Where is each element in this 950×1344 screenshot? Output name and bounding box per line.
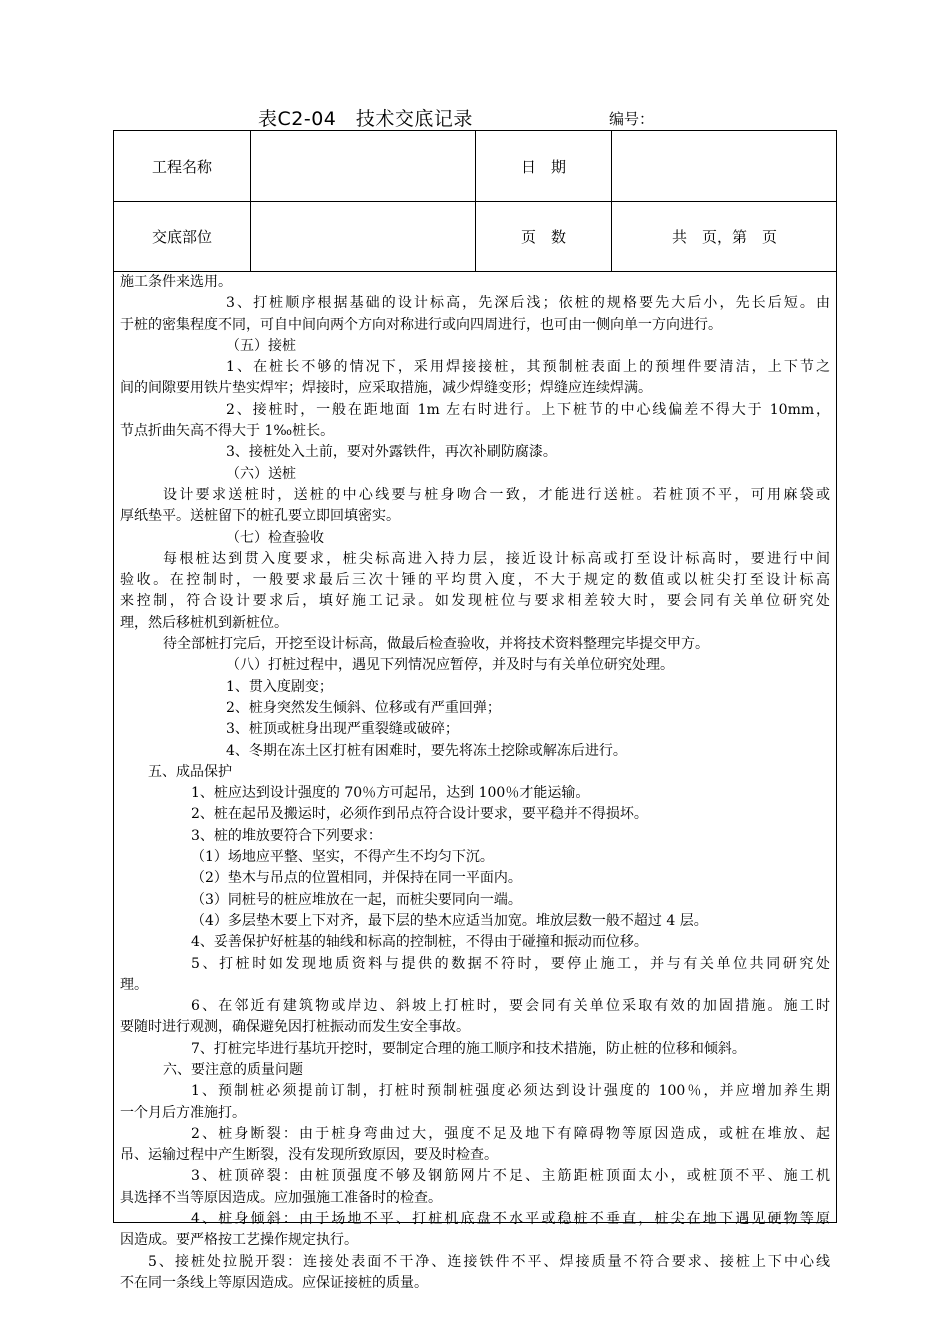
content-line: 7、打桩完毕进行基坑开挖时，要制定合理的施工顺序和技术措施，防止桩的位移和倾斜。 bbox=[191, 1040, 746, 1057]
content-line: 待全部桩打完后，开挖至设计标高，做最后检查验收，并将技术资料整理完毕提交甲方。 bbox=[163, 636, 709, 653]
content-line: 节点折曲矢高不得大于 1‰桩长。 bbox=[120, 423, 335, 440]
content-line: 具选择不当等原因造成。应加强施工准备时的检查。 bbox=[120, 1189, 442, 1206]
project-name-field[interactable] bbox=[250, 131, 475, 201]
content-line: 3、接桩处入土前，要对外露铁件，再次补刷防腐漆。 bbox=[226, 444, 557, 461]
content-line: （八）打桩过程中，遇见下列情况应暂停，并及时与有关单位研究处理。 bbox=[226, 657, 674, 674]
content-line: 因造成。要严格按工艺操作规定执行。 bbox=[120, 1232, 358, 1249]
content-line: （4）多层垫木要上下对齐，最下层的垫木应适当加宽。堆放层数一般不超过 4 层。 bbox=[191, 912, 708, 929]
content-line: 每根桩达到贯入度要求，桩尖标高进入持力层，接近设计标高或打至设计标高时，要进行中间 bbox=[163, 550, 830, 567]
content-line: （七）检查验收 bbox=[226, 529, 324, 546]
content-line: 3、桩的堆放要符合下列要求： bbox=[191, 827, 382, 844]
content-line: 一个月后方准施打。 bbox=[120, 1104, 246, 1121]
content-line: 2、桩在起吊及搬运时，必须作到吊点符合设计要求，要平稳并不得损坏。 bbox=[191, 806, 648, 823]
content-line: 五、成品保护 bbox=[148, 763, 232, 780]
content-line: （1）场地应平整、坚实，不得产生不均匀下沉。 bbox=[191, 849, 494, 866]
content-line: 3、打桩顺序根据基础的设计标高，先深后浅；依桩的规格要先大后小，先长后短。由 bbox=[226, 295, 830, 312]
content-line: 厚纸垫平。送桩留下的桩孔要立即回填密实。 bbox=[120, 508, 400, 525]
content-line: 吊、运输过程中产生断裂，没有发现所致原因，要及时检查。 bbox=[120, 1147, 498, 1164]
content-line: 3、桩顶碎裂：由桩顶强度不够及钢筋网片不足、主筋距桩顶面太小，或桩顶不平、施工机 bbox=[191, 1168, 830, 1185]
content-line: 理。 bbox=[120, 976, 148, 993]
content-line: 来控制，符合设计要求后，填好施工记录。如发现桩位与要求相差较大时，要会同有关单位研究处 bbox=[120, 593, 830, 610]
header-row-1 bbox=[114, 131, 836, 202]
content-line: （2）垫木与吊点的位置相同，并保持在同一平面内。 bbox=[191, 870, 522, 887]
content-line: （3）同桩号的桩应堆放在一起，而桩尖要同向一端。 bbox=[191, 891, 522, 908]
pages-field[interactable]: 共 页，第 页 bbox=[611, 202, 837, 271]
content-line: 6、在邻近有建筑物或岸边、斜坡上打桩时，要会同有关单位采取有效的加固措施。施工时 bbox=[191, 998, 830, 1015]
content-body bbox=[120, 272, 830, 1294]
content-line: 1、贯入度剧变； bbox=[226, 678, 333, 695]
content-line: 4、冬期在冻土区打桩有困难时，要先将冻土挖除或解冻后进行。 bbox=[226, 742, 627, 759]
content-line: 间的间隙要用铁片垫实焊牢；焊接时，应采取措施，减少焊缝变形；焊缝应连续焊满。 bbox=[120, 380, 652, 397]
date-field[interactable] bbox=[611, 131, 837, 201]
content-line: 2、桩身断裂：由于桩身弯曲过大，强度不足及地下有障碍物等原因造成，或桩在堆放、起 bbox=[191, 1125, 830, 1142]
content-line: 设计要求送桩时，送桩的中心线要与桩身吻合一致，才能进行送桩。若桩顶不平，可用麻袋或 bbox=[163, 486, 830, 503]
content-line: 验收。在控制时，一般要求最后三次十锤的平均贯入度，不大于规定的数值或以桩尖打至设计标高 bbox=[120, 572, 830, 589]
pages-label: 页 数 bbox=[475, 202, 611, 271]
disclosure-form bbox=[113, 130, 837, 1291]
content-line: 施工条件来选用。 bbox=[120, 274, 232, 290]
content-line: （六）送桩 bbox=[226, 465, 296, 482]
content-line: 5、接桩处拉脱开裂：连接处表面不干净、连接铁件不平、焊接质量不符合要求、接桩上下中心线 bbox=[148, 1253, 830, 1270]
content-line: 六、要注意的质量问题 bbox=[163, 1061, 303, 1078]
content-line: 1、在桩长不够的情况下，采用焊接接桩，其预制桩表面上的预埋件要清洁，上下节之 bbox=[226, 359, 830, 376]
content-line: 于桩的密集程度不同，可自中间向两个方向对称进行或向四周进行，也可由一侧向单一方向进行。 bbox=[120, 316, 722, 333]
date-label: 日 期 bbox=[475, 131, 611, 201]
header-row-2 bbox=[114, 202, 836, 272]
content-line: （五）接桩 bbox=[226, 337, 296, 354]
content-line: 4、妥善保护好桩基的轴线和标高的控制桩，不得由于碰撞和振动而位移。 bbox=[191, 934, 648, 951]
project-name-label: 工程名称 bbox=[151, 157, 212, 176]
part-field[interactable] bbox=[250, 202, 475, 271]
content-line: 2、桩身突然发生倾斜、位移或有严重回弹； bbox=[226, 699, 501, 716]
document-title: 表C2-04 技术交底记录 bbox=[258, 108, 473, 130]
part-label: 交底部位 bbox=[151, 228, 212, 246]
content-line: 1、桩应达到设计强度的 70％方可起吊，达到 100％才能运输。 bbox=[191, 785, 590, 802]
content-line: 要随时进行观测，确保避免因打桩振动而发生安全事故。 bbox=[120, 1019, 470, 1036]
content-line: 4、桩身倾斜：由于场地不平、打桩机底盘不水平或稳桩不垂直，桩尖在地下遇见硬物等原 bbox=[191, 1211, 830, 1228]
content-line: 不在同一条线上等原因造成。应保证接桩的质量。 bbox=[120, 1274, 428, 1291]
content-line: 3、桩顶或桩身出现严重裂缝或破碎； bbox=[226, 721, 459, 738]
content-line: 2、接桩时，一般在距地面 1m 左右时进行。上下桩节的中心线偏差不得大于 10mm， bbox=[226, 401, 830, 418]
content-line: 5、打桩时如发现地质资料与提供的数据不符时，要停止施工，并与有关单位共同研究处 bbox=[191, 955, 830, 972]
document-code-label: 编号： bbox=[609, 110, 655, 128]
content-line: 1、预制桩必须提前订制，打桩时预制桩强度必须达到设计强度的 100％，并应增加养生期 bbox=[191, 1083, 830, 1100]
content-line: 理，然后移桩机到新桩位。 bbox=[120, 614, 288, 631]
